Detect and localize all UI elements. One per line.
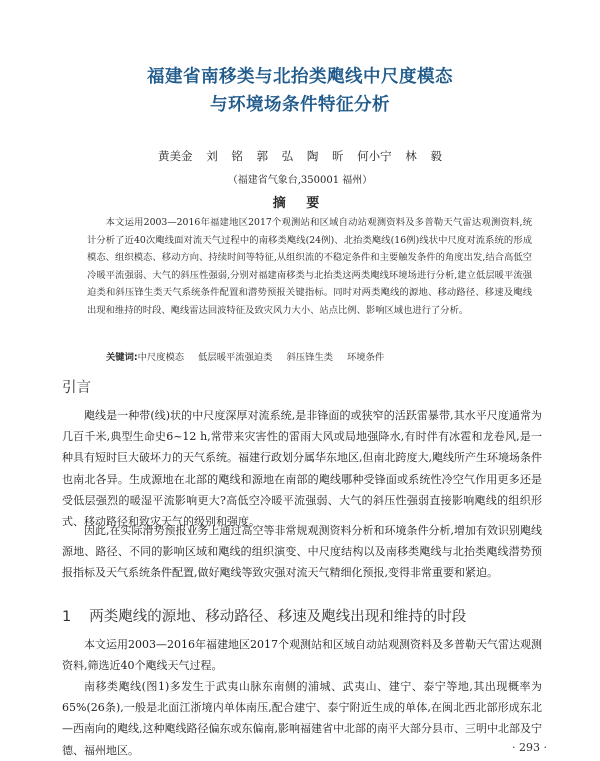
section-number: 1 bbox=[62, 609, 72, 625]
abstract-heading: 摘 要 bbox=[272, 196, 328, 211]
section-title: 两类飑线的源地、移动路径、移速及飑线出现和维持的时段 bbox=[89, 609, 467, 625]
keyword-item: 环境条件 bbox=[347, 352, 385, 363]
keywords-line bbox=[106, 349, 398, 363]
section-1-paragraph-2: 南移类飑线(图1)多发生于武夷山脉东南侧的浦城、武夷山、建宁、泰宁等地,其出现概率为65%(26条),一般是北面江浙境内单体南压,配合建宁、泰宁附近生成的单体,在闽北西北部形成东北—西南向的飑线,这种飑线路径偏东或东偏南,影响福建省中北部的南平大部分县市、三明中北部及宁德、福州地区。 bbox=[62, 680, 542, 757]
author-list: 黄美金 刘 铭 郭 弘 陶 昕 何小宁 林 毅 bbox=[158, 149, 442, 163]
abstract-text: 本文运用2003—2016年福建地区2017个观测站和区域自动站观测资料及多普勒天气雷达观测资料,统计分析了近40次飑线面对流天气过程中的南移类飑线(24例)、北抬类飑线(16例)线状中尺度对流系统的形成模态、组织模态、移动方向、持续时间等特征,从组织流的不稳定条件和主要触发条件的角度出发,结合高低空冷暖平流强弱、大气的斜压性强弱,分别对福建南移类与北抬类这两类飑线环境场进行分析,建立低层暖平流强迫类和斜压锋生类天气系统条件配置和潜势预报关键指标。同时对两类飑线的源地、移动路径、移速及飑线出现和维持的时段、飑线雷达回波特征及致灾风力大小、站点比例、影响区域也进行了分析。 bbox=[87, 217, 532, 316]
intro-paragraph-1: 飑线是一种带(线)状的中尺度深厚对流系统,是非锋面的或狭窄的活跃雷暴带,其水平尺度通常为几百千米,典型生命史6~12 h,常带来灾害性的雷雨大风或局地强降水,有时伴有冰雹和龙卷风,是一种具有短时巨大破坏力的天气系统。福建行政划分属华东地区,但南北跨度大,飑线所产生环境场条件也南北各异。生成源地在北部的飑线和源地在南部的飑线哪种受锋面或系统性冷空气作用更多还是受低层强烈的暖湿平流影响更大?高低空冷暖平流强弱、大气的斜压性强弱直接影响飑线的组织形式、移动路径和致灾天气的级别和强度。 bbox=[62, 409, 542, 529]
keyword-item: 中尺度模态 bbox=[137, 352, 185, 363]
author-affiliation: （福建省气象台,350001 福州） bbox=[227, 175, 373, 186]
section-1-heading bbox=[62, 605, 466, 626]
intro-paragraph-2: 因此,在实际滑势预报业务上通过高空等非常规观测资料分析和环境条件分析,增加有效识别飑线源地、路径、不同的影响区域和飑线的组织演变、中尺度结构以及南移类飑线与北抬类飑线潜势预报指标及天气系统条件配置,做好飑线等致灾强对流天气精细化预报,变得非常重要和紧迫。 bbox=[62, 524, 542, 580]
page-number: · 293 · bbox=[512, 741, 547, 754]
paper-title-line-1: 福建省南移类与北抬类飑线中尺度模态 bbox=[147, 67, 453, 87]
intro-heading: 引言 bbox=[62, 380, 91, 396]
paper-title-line-2: 与环境场条件特征分析 bbox=[210, 95, 390, 115]
section-1-paragraph-1: 本文运用2003—2016年福建地区2017个观测站和区域自动站观测资料及多普勒天气雷达观测资料,筛选近40个飑线天气过程。 bbox=[62, 638, 542, 673]
keyword-item: 斜压锋生类 bbox=[286, 352, 333, 363]
keywords-label: 关键词: bbox=[106, 352, 138, 363]
keyword-item: 低层暖平流强迫类 bbox=[198, 352, 273, 363]
